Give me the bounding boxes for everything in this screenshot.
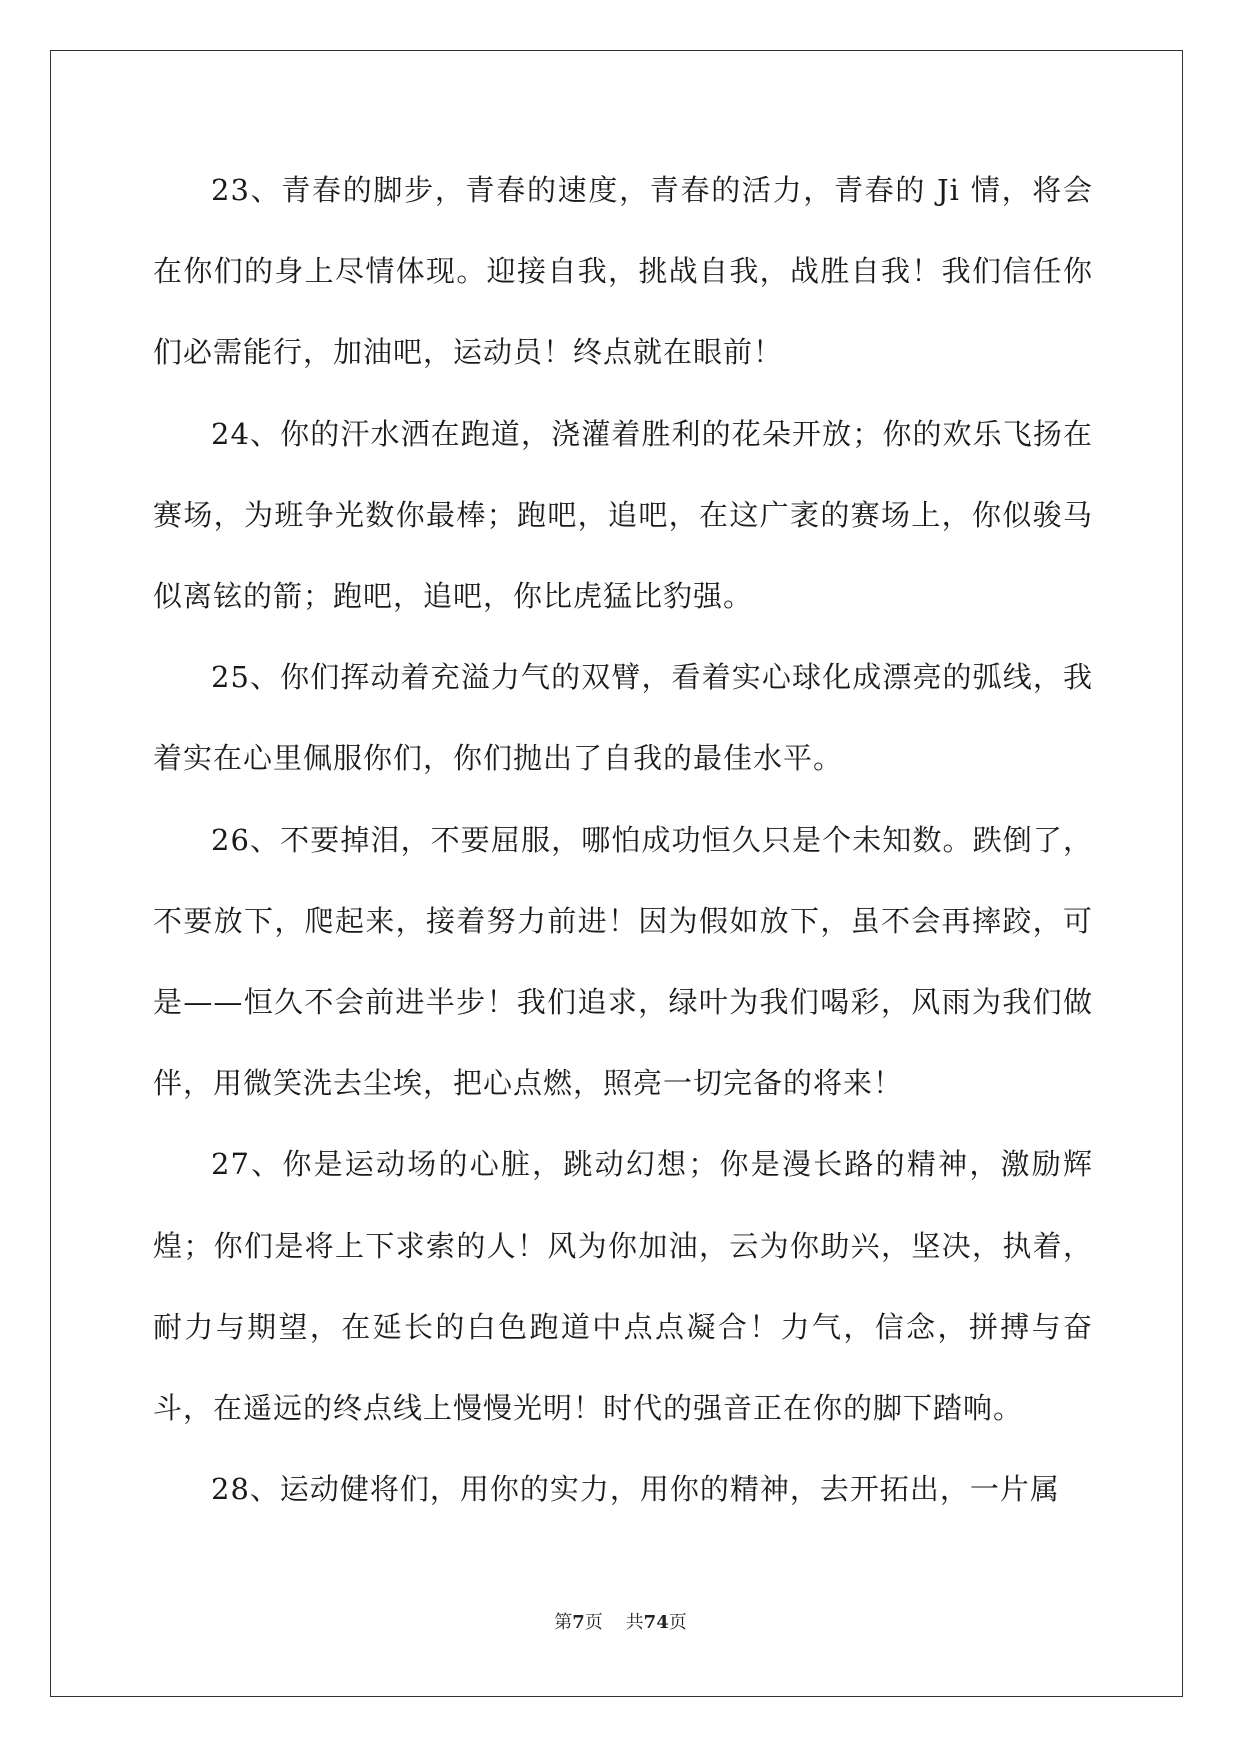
document-body <box>153 150 1093 1530</box>
page-footer <box>0 1608 1241 1634</box>
paragraph-23: 23、青春的脚步，青春的速度，青春的活力，青春的 Ji 情，将会在你们的身上尽情体现。迎接自我，挑战自我，战胜自我！我们信任你们必需能行，加油吧，运动员！终点就在眼前！ <box>153 173 1093 370</box>
paragraph-24: 24、你的汗水洒在跑道，浇灌着胜利的花朵开放；你的欢乐飞扬在赛场，为班争光数你最棒；跑吧，追吧，在这广袤的赛场上，你似骏马似离铉的箭；跑吧，追吧，你比虎猛比豹强。 <box>153 416 1093 614</box>
paragraph-28: 28、运动健将们，用你的实力，用你的精神，去开拓出，一片属 <box>211 1472 1060 1507</box>
paragraph-25: 25、你们挥动着充溢力气的双臂，看着实心球化成漂亮的弧线，我着实在心里佩服你们，你们抛出了自我的最佳水平。 <box>153 660 1093 776</box>
footer-prefix: 第 <box>554 1612 573 1633</box>
footer-page-suffix: 页 <box>584 1612 603 1633</box>
total-page-count: 74 <box>643 1612 669 1633</box>
footer-total-suffix: 页 <box>668 1612 687 1633</box>
paragraph-27: 27、你是运动场的心脏，跳动幻想；你是漫长路的精神，激励辉煌；你们是将上下求索的人！风为你加油，云为你助兴，坚决，执着，耐力与期望，在延长的白色跑道中点点凝合！力气，信念，拼搏与奋斗，在遥远的终点线上慢慢光明！时代的强音正在你的脚下踏响。 <box>153 1147 1093 1426</box>
footer-total-prefix: 共 <box>625 1612 644 1633</box>
paragraph-26: 26、不要掉泪，不要屈服，哪怕成功恒久只是个未知数。跌倒了，不要放下，爬起来，接着努力前进！因为假如放下，虽不会再摔跤，可是——恒久不会前进半步！我们追求，绿叶为我们喝彩，风雨为我们做伴，用微笑洗去尘埃，把心点燃，照亮一切完备的将来！ <box>153 822 1093 1101</box>
current-page-number: 7 <box>572 1612 585 1633</box>
